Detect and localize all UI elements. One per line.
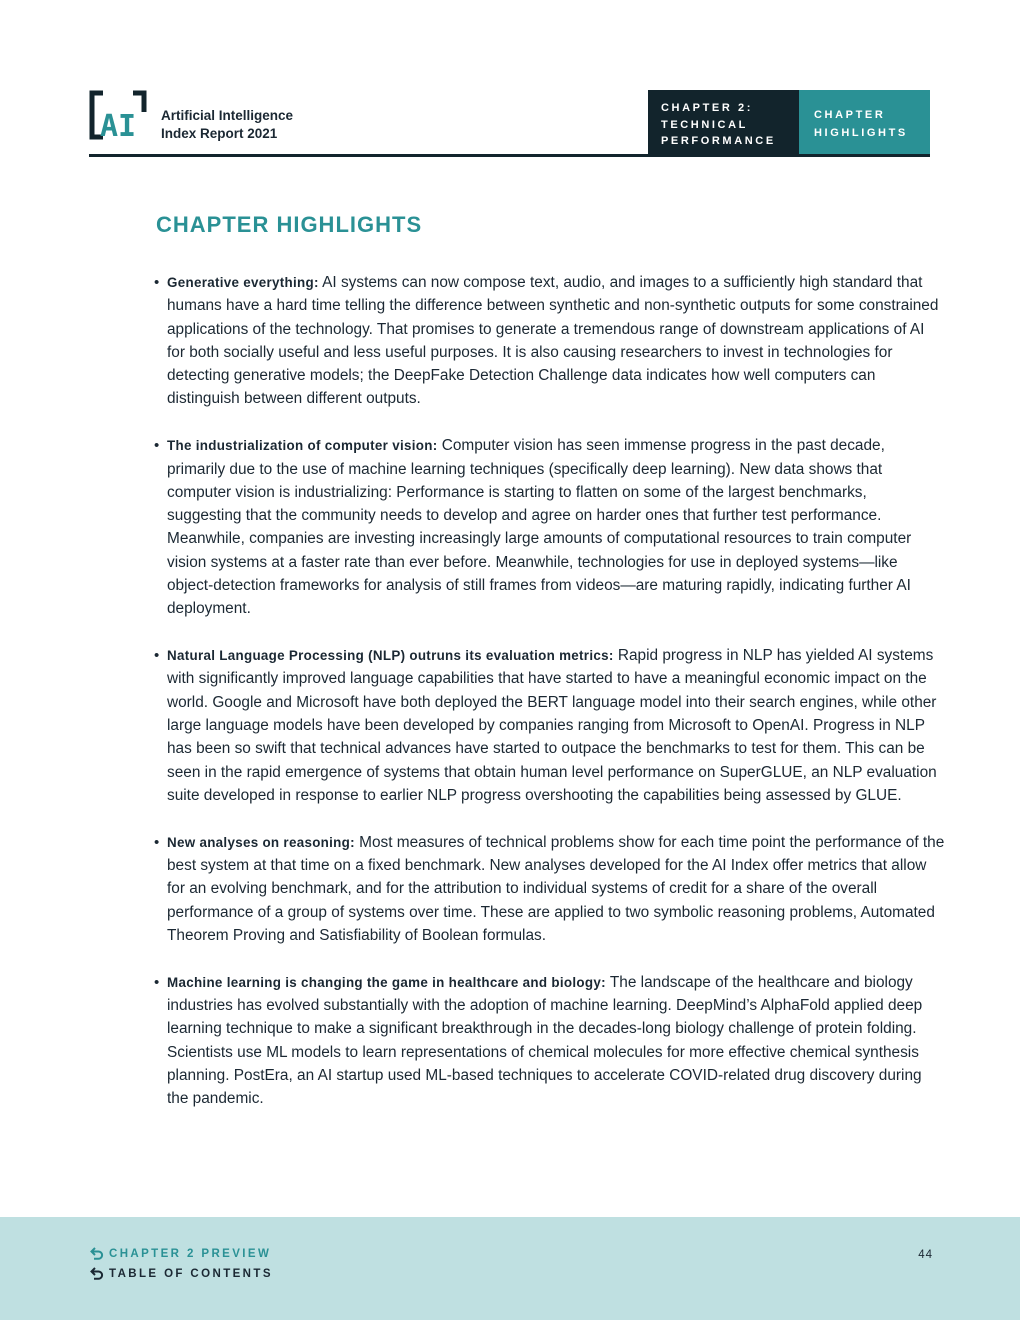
return-arrow-icon	[90, 1247, 104, 1260]
chapter-tab-line: TECHNICAL	[661, 118, 748, 131]
list-item	[155, 831, 945, 947]
table-of-contents-link[interactable]	[90, 1267, 273, 1280]
highlight-lead: Generative everything:	[167, 275, 319, 290]
return-arrow-icon	[90, 1267, 104, 1280]
page-title: CHAPTER HIGHLIGHTS	[156, 212, 423, 237]
header-divider	[89, 154, 930, 157]
highlights-tab-line: HIGHLIGHTS	[814, 127, 908, 139]
list-item	[155, 971, 945, 1111]
highlight-lead: New analyses on reasoning:	[167, 834, 355, 850]
highlight-text: Most measures of technical problems show for each time point the performance of the best system at that time on a fixed benchmark. New analyses developed for the AI Index offer metrics that allow for an evolving benchmark, and for the attribution to individual systems of credit for a share of the overall performance of a group of systems over time. These are applied to two symbolic reasoning problems, Automated Theorem Proving and Satisfiability of Boolean formulas.	[167, 833, 945, 944]
page-number: 44	[918, 1249, 933, 1261]
chapter-tab-line: PERFORMANCE	[661, 135, 776, 147]
highlights-list	[155, 271, 945, 1134]
list-item	[155, 434, 945, 620]
report-title-line2: Index Report 2021	[161, 126, 278, 141]
highlight-text: Rapid progress in NLP has yielded AI systems with significantly improved language capabilities that have started to have a meaningful economic impact on the world. Google and Microsoft have both deployed the BERT language model into their search engines, while other large language models have been developed by companies ranging from Microsoft to OpenAI. Progress in NLP has been so swift that technical advances have started to outpace the benchmarks to test for them. This can be seen in the rapid emergence of systems that obtain human level performance on SuperGLUE, an NLP evaluation suite developed in response to earlier NLP progress overshooting the capabilities being assessed by GLUE.	[167, 647, 937, 804]
page-header	[89, 90, 930, 157]
highlight-text: Computer vision has seen immense progress in the past decade, primarily due to the use of machine learning techniques (specifically deep learning). New data shows that computer vision is industrializing: Performance is starting to flatten on some of the largest benchmarks, suggesting that the community needs to develop and agree on harder ones that further test performance. Meanwhile, companies are investing increasingly large amounts of computational resources to train computer vision systems at a faster rate than ever before. Meanwhile, technologies for use in deployed systems—like object-detection frameworks for analysis of still frames from videos—are maturing rapidly, indicating further AI deployment.	[167, 437, 912, 618]
chapter-preview-label: CHAPTER 2 PREVIEW	[109, 1247, 272, 1260]
highlight-text: The landscape of the healthcare and biology industries has evolved substantially with the adoption of machine learning. DeepMind’s AlphaFold applied deep learning technique to make a significant breakthrough in the decades-long biology challenge of protein folding. Scientists use ML models to learn representations of chemical molecules for more effective chemical synthesis planning. PostEra, an AI startup used ML-based techniques to accelerate COVID-related drug discovery during the pandemic.	[167, 973, 923, 1108]
chapter-tab-line: CHAPTER 2:	[661, 102, 754, 114]
ai-index-logo	[89, 90, 147, 140]
highlight-lead: The industrialization of computer vision:	[167, 438, 438, 454]
highlight-text: AI systems can now compose text, audio, and images to a sufficiently high standard that humans have a hard time telling the difference between synthetic and non-synthetic outputs for some constrained applications of the technology. That promises to generate a tremendous range of downstream applications of AI for both socially useful and less useful purposes. It is also causing researchers to invest in technologies for detecting generative models; the DeepFake Detection Challenge data indicates how well computers can distinguish between different outputs.	[167, 274, 939, 408]
chapter-tab[interactable]	[648, 90, 799, 154]
highlights-tab-line: CHAPTER	[814, 109, 886, 121]
report-title-line1: Artificial Intelligence	[161, 108, 294, 123]
chapter-preview-link[interactable]	[90, 1247, 271, 1260]
list-item	[155, 644, 945, 807]
highlight-lead: Natural Language Processing (NLP) outruns its evaluation metrics:	[167, 648, 614, 664]
list-item	[155, 271, 945, 411]
table-of-contents-label: TABLE OF CONTENTS	[109, 1267, 273, 1280]
report-title	[161, 107, 293, 143]
chapter-highlights-tab[interactable]	[799, 90, 930, 154]
page-footer	[0, 1217, 1020, 1320]
highlight-lead: Machine learning is changing the game in healthcare and biology:	[167, 974, 606, 990]
svg-text:AI: AI	[100, 109, 137, 140]
